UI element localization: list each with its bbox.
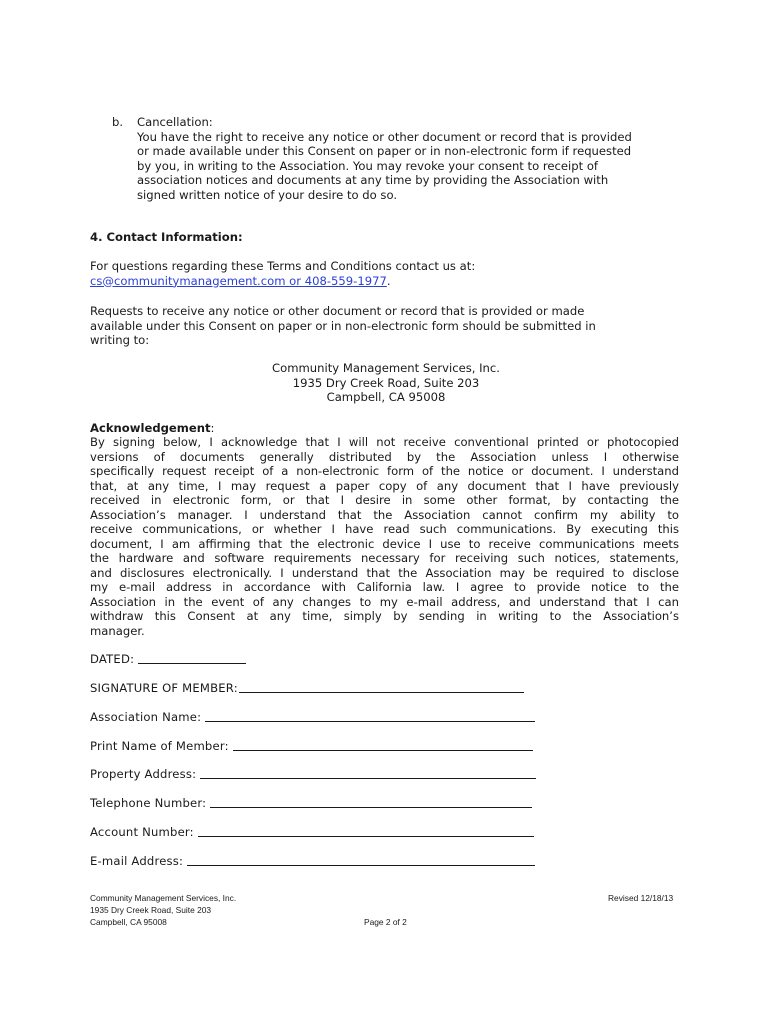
contact-heading: 4. Contact Information: — [90, 230, 243, 244]
contact-period: . — [386, 273, 391, 288]
acknowledgement-heading — [90, 421, 214, 435]
property-address-line[interactable] — [200, 767, 536, 779]
cancellation-line: signed written notice of your desire to do so. — [137, 187, 398, 202]
address-street: 1935 Dry Creek Road, Suite 203 — [292, 375, 480, 390]
cancellation-text — [137, 115, 697, 203]
telephone-line[interactable] — [210, 796, 532, 808]
acknowledgement-line: manager. — [90, 623, 145, 638]
acknowledgement-title: Acknowledgement — [90, 421, 211, 435]
acknowledgement-body — [90, 435, 679, 638]
cancellation-title: Cancellation: — [137, 115, 213, 129]
contact-intro-line: For questions regarding these Terms and Conditions contact us at: — [90, 259, 476, 273]
cancellation-line: You have the right to receive any notice or other document or record that is provided — [137, 129, 632, 144]
acknowledgement-line: document, I am affirming that the electronic device I use to receive communications meets — [90, 536, 679, 551]
contact-email-link[interactable]: cs@communitymanagement.com — [90, 273, 286, 288]
acknowledgement-line: and disclosures electronically. I understand that the Association may be required to disclose — [90, 565, 679, 580]
page-number: Page 2 of 2 — [364, 917, 407, 927]
acknowledgement-line: the hardware and software requirements necessary for receiving such notices, statements, — [90, 551, 679, 565]
contact-phone[interactable]: or 408-559-1977 — [285, 273, 387, 288]
dated-field[interactable] — [90, 652, 246, 666]
acknowledgement-line: received in electronic form, or that I desire in some other format, by contacting the — [90, 493, 679, 507]
property-address-label: Property Address: — [90, 767, 197, 781]
account-number-field[interactable] — [90, 825, 534, 839]
dated-label: DATED: — [90, 652, 135, 666]
address-company: Community Management Services, Inc. — [272, 361, 500, 375]
acknowledgement-line: specifically request receipt of a non-electronic form of the notice or document. I understand — [90, 464, 679, 478]
print-name-line[interactable] — [233, 739, 533, 751]
signature-line[interactable] — [239, 681, 524, 693]
acknowledgement-line: withdraw this Consent at any time, simply by sending in writing to the Association’s — [90, 609, 679, 623]
email-field[interactable] — [90, 854, 535, 868]
acknowledgement-line: Association’s manager. I understand that the Association cannot confirm my ability to — [90, 507, 679, 522]
association-name-label: Association Name: — [90, 710, 202, 724]
association-name-field[interactable] — [90, 710, 535, 724]
mailing-address — [90, 361, 682, 405]
address-city: Campbell, CA 95008 — [326, 390, 446, 404]
requests-line: writing to: — [90, 333, 150, 347]
footer-street: 1935 Dry Creek Road, Suite 203 — [90, 905, 212, 915]
acknowledgement-line: versions of documents generally distributed by the Association unless I otherwise — [90, 449, 679, 464]
cancellation-line: by you, in writing to the Association. You may revoke your consent to receipt of — [137, 158, 598, 173]
telephone-field[interactable] — [90, 796, 532, 810]
requests-paragraph — [90, 304, 682, 348]
signature-label: SIGNATURE OF MEMBER: — [90, 681, 238, 695]
property-address-field[interactable] — [90, 767, 536, 781]
contact-intro — [90, 259, 682, 288]
email-label: E-mail Address: — [90, 854, 184, 868]
acknowledgement-line: that, at any time, I may request a paper copy of any document that I have previously — [90, 478, 679, 493]
email-line[interactable] — [187, 854, 535, 866]
cancellation-line: association notices and documents at any time by providing the Association with — [137, 173, 609, 188]
acknowledgement-colon: : — [210, 421, 215, 435]
telephone-label: Telephone Number: — [90, 796, 207, 810]
association-name-line[interactable] — [205, 710, 535, 722]
footer-city: Campbell, CA 95008 — [90, 917, 167, 927]
requests-line: available under this Consent on paper or in non-electronic form should be submitted in — [90, 318, 596, 333]
acknowledgement-line: my e-mail address in accordance with California law. I agree to provide notice to the — [90, 580, 679, 594]
print-name-field[interactable] — [90, 739, 533, 753]
account-number-label: Account Number: — [90, 825, 194, 839]
requests-line: Requests to receive any notice or other document or record that is provided or made — [90, 304, 585, 318]
acknowledgement-line: By signing below, I acknowledge that I will not receive conventional printed or photocopied — [90, 435, 679, 449]
contact-details-line — [90, 274, 682, 289]
acknowledgement-line: receive communications, or whether I have read such communications. By executing this — [90, 522, 679, 536]
acknowledgement-line: Association in the event of any changes to my e-mail address, and understand that I can — [90, 594, 679, 609]
revised-date: Revised 12/18/13 — [608, 893, 674, 903]
cancellation-line: or made available under this Consent on paper or in non-electronic form if requested — [137, 144, 632, 159]
footer-company: Community Management Services, Inc. — [90, 893, 237, 903]
cancellation-list-marker: b. — [112, 115, 124, 129]
signature-field[interactable] — [90, 681, 524, 695]
footer-address — [90, 892, 236, 928]
account-number-line[interactable] — [198, 825, 534, 837]
print-name-label: Print Name of Member: — [90, 739, 229, 753]
dated-line[interactable] — [138, 652, 246, 664]
